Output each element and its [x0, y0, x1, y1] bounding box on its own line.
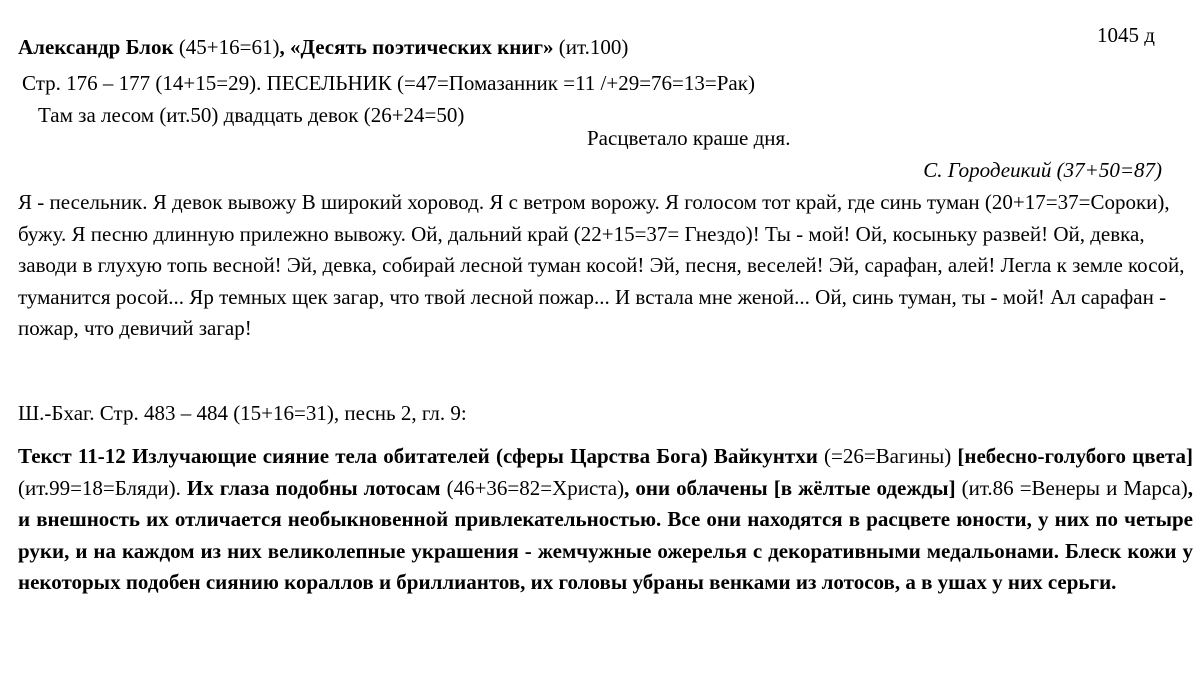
- source-reference: Ш.-Бхаг. Стр. 483 – 484 (15+16=31), песнь 2, гл. 9:: [18, 401, 467, 425]
- page-number: 1045 д: [1097, 23, 1155, 47]
- text-part-3: [небесно-голубого цвета]: [957, 444, 1194, 468]
- author-name: Александр Блок: [18, 35, 174, 59]
- text-part-2: (=26=Вагины): [817, 444, 958, 468]
- text-part-4: (ит.99=18=Бляди).: [18, 475, 187, 500]
- poem-text: Я - песельник. Я девок вывожу В широкий хоровод. Я с ветром ворожу. Я голосом тот край, где синь туман (20+17=37=Сороки), бужу. Я песню длинную прилежно вывожу. Ой, дальний край (22+15=37= Гнездо)! Ты - мой! Ой, косыньку развей! Ой, девка, заводи в глухую топь весной! Эй, девка, собирай лесной туман косой! Эй, песня, веселей! Эй, сарафан, алей! Легла к земле косой, туманится росой... Яр темных щек загар, что твой лесной пожар... И встала мне женой... Ой, синь туман, ты - мой! Ал сарафан - пожар, что девичий загар!: [18, 190, 1185, 340]
- text-part-7: , они облачены [в жёлтые одежды]: [624, 475, 956, 500]
- text-part-9: , и внешность их отличается необыкновенной привлекательностью. Все они находятся в расцвете юности, у них по четыре руки, и на каждом из них великолепные украшения - жемчужные ожерелья с декоративными медальонами. Блеск кожи у некоторых подобен сиянию кораллов и бриллиантов, их головы убраны венками из лотосов, а в ушах у них серьги.: [18, 475, 1193, 595]
- book-number: (ит.100): [553, 35, 629, 59]
- text-part-8: (ит.86 =Венеры и Марса): [955, 475, 1188, 500]
- book-title: «Десять поэтических книг»: [290, 35, 554, 59]
- header-line: [18, 34, 628, 60]
- epigraph-line-1: Там за лесом (ит.50) двадцать девок (26+24=50): [38, 103, 465, 127]
- text-part-5: Их глаза подобны лотосам: [186, 475, 441, 500]
- scripture-text: [18, 441, 1193, 599]
- header-separator: ,: [279, 35, 290, 59]
- author-number: (45+16=61): [173, 35, 280, 59]
- epigraph-line-2: Расцветало краше дня.: [587, 126, 791, 150]
- text-part-1: Текст 11-12 Излучающие сияние тела обитателей (сферы Царства Бога) Вайкунтхи: [18, 444, 818, 468]
- epigraph-author: С. Городеикий (37+50=87): [923, 158, 1162, 182]
- poem-reference: Стр. 176 – 177 (14+15=29). ПЕСЕЛЬНИК (=47=Помазанник =11 /+29=76=13=Рак): [22, 71, 755, 95]
- text-part-6: (46+36=82=Христа): [440, 475, 625, 500]
